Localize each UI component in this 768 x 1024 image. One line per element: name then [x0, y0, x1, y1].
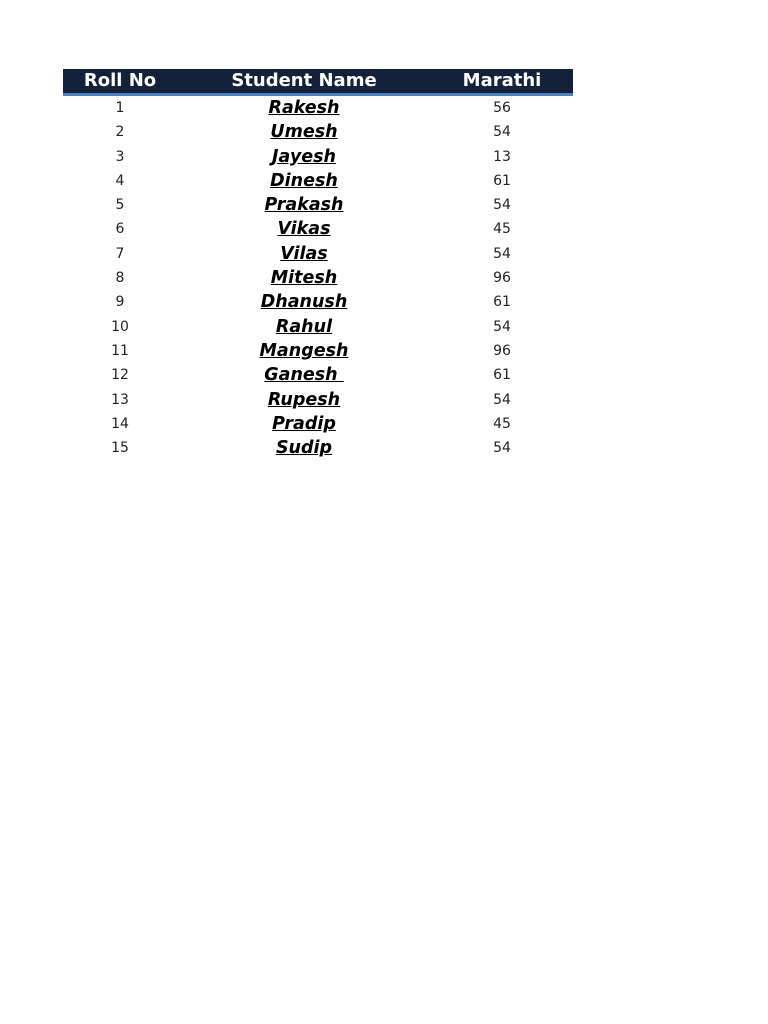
student-name-cell[interactable]: Mangesh — [259, 340, 349, 361]
student-name-cell[interactable]: Rahul — [275, 316, 333, 337]
roll-no-cell[interactable]: 5 — [115, 197, 125, 214]
student-name-cell[interactable]: Jayesh — [272, 146, 336, 167]
roll-no-cell[interactable]: 8 — [115, 270, 125, 287]
table-row[interactable] — [63, 242, 573, 266]
roll-no-cell[interactable]: 13 — [111, 391, 129, 408]
student-name-cell[interactable]: Prakash — [264, 195, 344, 216]
table-row[interactable] — [63, 120, 573, 144]
roll-no-cell[interactable]: 2 — [115, 124, 125, 141]
marathi-mark-cell[interactable]: 61 — [493, 172, 511, 189]
student-marks-table — [63, 69, 573, 460]
student-name-cell[interactable]: Rupesh — [267, 389, 341, 410]
marathi-mark-cell[interactable]: 54 — [493, 391, 511, 408]
roll-no-cell[interactable]: 14 — [111, 415, 129, 432]
student-name-cell[interactable]: Vilas — [280, 243, 328, 264]
roll-no-cell[interactable]: 7 — [115, 245, 125, 262]
table-row[interactable] — [63, 169, 573, 193]
marathi-mark-cell[interactable]: 54 — [493, 318, 511, 335]
table-row[interactable] — [63, 95, 573, 121]
table-row[interactable] — [63, 339, 573, 363]
column-header-marathi[interactable]: Marathi — [431, 69, 573, 95]
table-row[interactable] — [63, 388, 573, 412]
marathi-mark-cell[interactable]: 61 — [493, 367, 511, 384]
table-row[interactable] — [63, 266, 573, 290]
column-header-roll-no[interactable]: Roll No — [63, 69, 177, 95]
student-name-cell[interactable]: Dinesh — [270, 170, 338, 191]
marathi-mark-cell[interactable]: 13 — [493, 148, 511, 165]
marathi-mark-cell[interactable]: 45 — [493, 415, 511, 432]
student-name-cell[interactable]: Ganesh — [264, 365, 344, 386]
marathi-mark-cell[interactable]: 96 — [493, 270, 511, 287]
column-header-student-name[interactable]: Student Name — [177, 69, 431, 95]
table-row[interactable] — [63, 363, 573, 387]
student-name-cell[interactable]: Vikas — [277, 219, 331, 240]
table-row[interactable] — [63, 315, 573, 339]
student-name-cell[interactable]: Sudip — [275, 438, 333, 459]
marathi-mark-cell[interactable]: 54 — [493, 124, 511, 141]
table-row[interactable] — [63, 436, 573, 460]
table-row[interactable] — [63, 145, 573, 169]
table-row[interactable] — [63, 290, 573, 314]
roll-no-cell[interactable]: 11 — [111, 342, 129, 359]
student-name-cell[interactable]: Dhanush — [260, 292, 348, 313]
roll-no-cell[interactable]: 10 — [111, 318, 129, 335]
table-row[interactable] — [63, 193, 573, 217]
student-name-cell[interactable]: Pradip — [272, 413, 336, 434]
roll-no-cell[interactable]: 15 — [111, 440, 129, 457]
marathi-mark-cell[interactable]: 54 — [493, 197, 511, 214]
student-name-cell[interactable]: Umesh — [270, 122, 338, 143]
roll-no-cell[interactable]: 9 — [115, 294, 125, 311]
roll-no-cell[interactable]: 1 — [115, 100, 125, 116]
roll-no-cell[interactable]: 4 — [115, 172, 125, 189]
marks-sheet — [63, 69, 573, 460]
marathi-mark-cell[interactable]: 56 — [493, 100, 511, 116]
marathi-mark-cell[interactable]: 61 — [493, 294, 511, 311]
table-body — [63, 95, 573, 461]
roll-no-cell[interactable]: 12 — [111, 367, 129, 384]
marathi-mark-cell[interactable]: 96 — [493, 342, 511, 359]
roll-no-cell[interactable]: 3 — [115, 148, 125, 165]
header-row — [63, 69, 573, 95]
marathi-mark-cell[interactable]: 54 — [493, 245, 511, 262]
marathi-mark-cell[interactable]: 45 — [493, 221, 511, 238]
student-name-cell[interactable]: Mitesh — [270, 268, 338, 289]
marathi-mark-cell[interactable]: 54 — [493, 440, 511, 457]
student-name-cell[interactable]: Rakesh — [268, 98, 340, 118]
table-header — [63, 69, 573, 95]
table-row[interactable] — [63, 217, 573, 241]
table-row[interactable] — [63, 412, 573, 436]
roll-no-cell[interactable]: 6 — [115, 221, 125, 238]
